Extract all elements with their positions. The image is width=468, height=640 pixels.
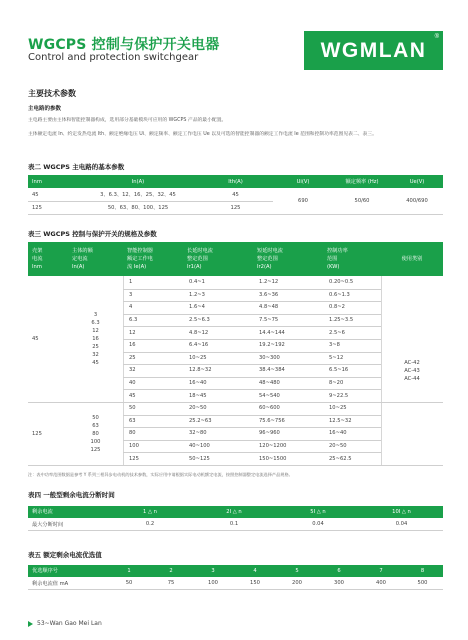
params-paragraph: 主体额定电流 In、约定发热电流 Ith、额定绝缘电压 Ui、额定频率、额定工作电压 Ue 以及可选的智能控制器的额定工作电流 Ie 范围和控制功率范围见表二、表三。 xyxy=(28,132,377,137)
row-divider xyxy=(28,530,443,531)
table5-header-num: 7 xyxy=(379,568,383,574)
table2-group-in: 3 6.3 12 16 25 32 45 xyxy=(91,312,100,366)
table2-cell-ie: 32 xyxy=(129,367,136,374)
page-subtitle: Control and protection switchgear xyxy=(28,52,199,63)
table2-cell-kw: 6.5~16 xyxy=(329,367,349,374)
table2-cell-ie: 63 xyxy=(129,417,136,424)
table1-header-freq: 额定频率 (Hz) xyxy=(345,178,379,185)
table5-header-num: 8 xyxy=(420,568,425,574)
table2-cell-ir2: 7.5~75 xyxy=(259,317,279,324)
table4-header-5: 5I △ n xyxy=(310,509,326,515)
table2-group-inm: 125 xyxy=(32,430,42,437)
section-title: 主要技术参数 xyxy=(28,89,76,98)
table2-cell-ir2: 48~480 xyxy=(259,380,280,387)
page-footer xyxy=(28,620,102,627)
table2-cell-ie: 25 xyxy=(129,354,136,361)
section-subtitle: 主电路的参数 xyxy=(28,106,62,112)
table1-header-inm: Inm xyxy=(32,178,42,185)
table2-cell-ir2: 60~600 xyxy=(259,405,280,412)
table5-cell: 50 xyxy=(125,580,133,586)
table5-cell: 500 xyxy=(417,580,428,586)
table1-header-in: In(A) xyxy=(131,178,145,185)
table4-cell: 0.2 xyxy=(145,521,155,527)
table2-cell-kw: 25~62.5 xyxy=(329,455,352,462)
table2-cell-ie: 50 xyxy=(129,405,136,412)
table1-cell-in: 50、63、80、100、125 xyxy=(107,205,169,211)
table2-cell-ir2: 3.6~36 xyxy=(259,291,279,298)
table2-cell-ie: 125 xyxy=(129,455,139,462)
table1-header-ue: Ue(V) xyxy=(409,178,425,185)
table2-cell-ir1: 32~80 xyxy=(189,430,207,437)
table5-header-num: 3 xyxy=(211,568,215,574)
table2-cell-ir1: 4.8~12 xyxy=(189,329,209,336)
table5-cell: 100 xyxy=(208,580,218,586)
table2-cell-ir1: 0.4~1 xyxy=(189,279,205,286)
col-divider xyxy=(123,276,124,465)
table2-cell-kw: 0.6~1.3 xyxy=(329,291,350,298)
specs-table xyxy=(28,242,443,466)
table5-cell: 150 xyxy=(250,580,260,586)
table4-header-10: 10I △ n xyxy=(392,509,411,515)
table2-cell-ir1: 25.2~63 xyxy=(189,417,212,424)
triangle-bullet-icon xyxy=(28,621,33,627)
table2-cell-ir2: 14.4~144 xyxy=(259,329,285,336)
row-divider xyxy=(123,452,381,453)
table2-header-in: 主体的额 定电流 In(A) xyxy=(72,248,93,270)
brand-logo xyxy=(304,31,443,70)
table5-row-label: 剩余电流值 mA xyxy=(32,580,69,587)
table2-cell-kw: 16~40 xyxy=(329,430,347,437)
table2-cell-kw: 2.5~6 xyxy=(329,329,345,336)
table2-cell-ir1: 20~50 xyxy=(189,405,207,412)
table2-cell-ir2: 75.6~756 xyxy=(259,417,285,424)
table2-cell-kw: 3~8 xyxy=(329,342,340,349)
table2-cell-ir2: 4.8~48 xyxy=(259,304,279,311)
table1-cell-ith: 45 xyxy=(232,191,239,198)
table2-cell-ir2: 30~300 xyxy=(259,354,280,361)
row-divider xyxy=(123,289,381,290)
table2-group-in: 50 63 80 100 125 xyxy=(90,414,101,453)
table2-cell-kw: 5~12 xyxy=(329,354,344,361)
table2-cell-ir1: 12.8~32 xyxy=(189,367,212,374)
row-divider xyxy=(123,377,381,378)
table5-header-num: 2 xyxy=(169,568,173,574)
table4-header-2: 2I △ n xyxy=(226,509,242,515)
intro-paragraph: 主电路主要由主体和智能控制器构成，选用部分基础模块可应用的 WGCPS 产品的最小配置。 xyxy=(28,118,227,123)
table2-cell-ir1: 2.5~6.3 xyxy=(189,317,210,324)
row-divider xyxy=(123,339,381,340)
table2-cell-ir2: 1.2~12 xyxy=(259,279,279,286)
row-divider xyxy=(28,201,273,202)
row-divider xyxy=(28,214,443,215)
table2-cell-kw: 12.5~32 xyxy=(329,417,352,424)
logo-text: WGMLAN xyxy=(320,38,427,62)
table1-cell-inm: 45 xyxy=(32,191,39,198)
table2-header-ir2: 短延时电流 整定范围 Ir2(A) xyxy=(257,248,283,270)
row-divider xyxy=(123,440,381,441)
table1-header-ui: Ui(V) xyxy=(296,178,310,185)
table2-cell-kw: 0.20~0.5 xyxy=(329,279,354,286)
table1-cell-ue: 400/690 xyxy=(406,198,428,204)
table2-header-ie: 智能控制器 额定工作电 流 Ie(A) xyxy=(127,248,153,270)
table2-cell-ir1: 50~125 xyxy=(189,455,210,462)
table2-cell-ir2: 54~540 xyxy=(259,392,280,399)
table2-cell-ir1: 40~100 xyxy=(189,443,210,450)
table2-cell-kw: 8~20 xyxy=(329,380,344,387)
table5-header-num: 6 xyxy=(337,568,341,574)
table1-cell-ith: 125 xyxy=(230,204,241,211)
footer-text: 53~Wan Gao Mei Lan xyxy=(37,620,102,627)
table2-cell-kw: 1.25~3.5 xyxy=(329,317,354,324)
table2-cell-ir2: 120~1200 xyxy=(259,443,287,450)
table2-header-ir1: 长延时电流 整定范围 Ir1(A) xyxy=(187,248,213,270)
table4-header-1: 1 △ n xyxy=(143,509,157,515)
table2-cell-kw: 9~22.5 xyxy=(329,392,349,399)
table2-cell-ie: 16 xyxy=(129,342,136,349)
residual-current-table xyxy=(28,565,443,589)
row-divider xyxy=(123,427,381,428)
basic-params-table xyxy=(28,175,443,215)
table2-cell-ir2: 19.2~192 xyxy=(259,342,285,349)
table2-cell-category: AC-42 AC-43 AC-44 xyxy=(404,359,420,382)
table2-cell-kw: 10~25 xyxy=(329,405,347,412)
table5-cell: 75 xyxy=(167,580,175,586)
row-divider xyxy=(123,326,381,327)
table2-title: 表三 WGCPS 控制与保护开关的规格及参数 xyxy=(28,230,157,238)
table4-header-label: 剩余电流 xyxy=(32,509,53,515)
table2-cell-ie: 80 xyxy=(129,430,136,437)
table5-title: 表五 额定剩余电流优选值 xyxy=(28,551,102,559)
table1-title: 表二 WGCPS 主电路的基本参数 xyxy=(28,163,125,171)
table5-cell: 400 xyxy=(376,580,386,586)
table2-cell-ir1: 6.4~16 xyxy=(189,342,209,349)
table2-header-category: 使用类别 xyxy=(401,256,423,262)
table4-title: 表四 一般型剩余电流分断时间 xyxy=(28,491,115,499)
table2-cell-kw: 20~50 xyxy=(329,443,347,450)
table4-cell: 0.04 xyxy=(312,521,324,527)
table2-cell-ie: 3 xyxy=(129,291,133,298)
row-divider xyxy=(28,465,443,466)
table2-cell-ir2: 38.4~384 xyxy=(259,367,285,374)
table4-cell: 0.04 xyxy=(395,521,408,527)
page-title: WGCPS 控制与保护开关电器 xyxy=(28,37,220,53)
table2-note: 注：表中功率范围数据是参考 Y 系列三相异步电动机的技术参数，实际应用中请根据实际电动机额定电流，按照控制器整定电流选择产品规格。 xyxy=(28,472,293,477)
table5-cell: 200 xyxy=(292,580,302,586)
table2-cell-ir1: 16~40 xyxy=(189,380,207,387)
table5-header-num: 5 xyxy=(295,568,299,574)
table4-row-label: 最大分断时间 xyxy=(32,521,64,528)
table2-cell-ie: 4 xyxy=(129,304,133,311)
table2-cell-ie: 45 xyxy=(129,392,136,399)
breaking-time-table xyxy=(28,506,443,530)
table2-cell-kw: 0.8~2 xyxy=(329,304,345,311)
table5-cell: 300 xyxy=(334,580,344,586)
table1-cell-in: 3、6.3、12、16、25、32、45 xyxy=(100,192,176,198)
table1-cell-ui: 690 xyxy=(298,198,308,204)
table2-header-kw: 控制功率 范围 (KW) xyxy=(327,248,348,270)
table2-cell-ir2: 150~1500 xyxy=(259,455,287,462)
table5-header-num: 4 xyxy=(253,568,257,574)
table5-header-num: 1 xyxy=(127,568,131,574)
table2-cell-ie: 1 xyxy=(129,279,133,286)
table2-cell-ie: 6.3 xyxy=(129,317,138,324)
table2-cell-ir1: 10~25 xyxy=(189,354,207,361)
table2-cell-ir2: 96~960 xyxy=(259,430,280,437)
table1-header-ith: Ith(A) xyxy=(228,178,243,185)
row-divider xyxy=(123,415,381,416)
table2-cell-ir1: 1.2~3 xyxy=(189,291,205,298)
row-divider xyxy=(123,389,381,390)
table2-cell-ie: 100 xyxy=(129,443,139,450)
table5-header-label: 优选顺序号 xyxy=(32,568,58,574)
table2-cell-ie: 40 xyxy=(129,380,136,387)
row-divider xyxy=(123,352,381,353)
table2-cell-ir1: 1.6~4 xyxy=(189,304,205,311)
row-divider xyxy=(123,301,381,302)
row-divider xyxy=(123,314,381,315)
table1-cell-inm: 125 xyxy=(32,204,42,211)
table4-cell: 0.1 xyxy=(229,521,239,527)
table1-cell-freq: 50/60 xyxy=(354,198,370,204)
table2-header-inm: 壳架 电流 Inm xyxy=(32,248,43,270)
row-divider xyxy=(28,589,443,590)
registered-mark: ® xyxy=(434,34,439,40)
row-divider xyxy=(123,364,381,365)
table2-group-inm: 45 xyxy=(32,336,39,342)
table2-cell-ie: 12 xyxy=(129,329,136,336)
col-divider xyxy=(381,276,382,465)
table2-cell-ir1: 18~45 xyxy=(189,392,207,399)
